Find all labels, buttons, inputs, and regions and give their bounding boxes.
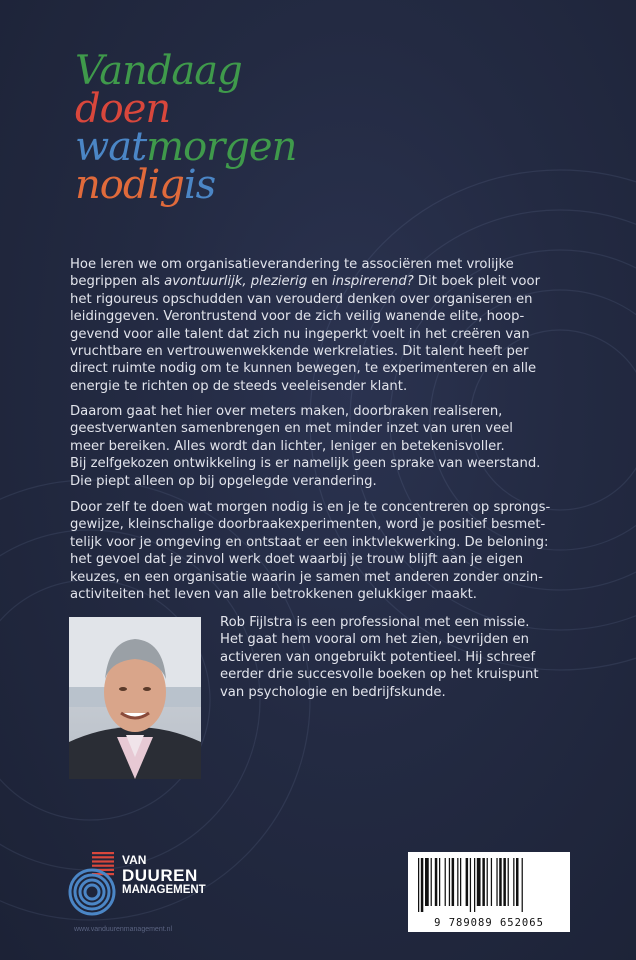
text-line: het gevoel dat je zinvol werk doet waarbij je trouw blijft aan je eigen (70, 552, 524, 568)
barcode-bar (482, 858, 485, 906)
barcode-bar (513, 858, 514, 906)
publisher-logo (68, 848, 238, 918)
text-line: leidinggeven. Verontrustend voor de zich veilig wanende elite, hoop- (70, 309, 525, 325)
logo-ring (85, 885, 99, 899)
text-line: begrippen als avontuurlijk, plezierig en inspirerend? Dit boek pleit voor (70, 274, 540, 290)
bio-line: eerder drie succesvolle boeken op het kruispunt (220, 667, 539, 683)
publisher-logo-icon (68, 848, 124, 918)
barcode-bar (487, 858, 488, 906)
barcode-bar (522, 858, 523, 912)
barcode-bar (421, 858, 424, 912)
text-line: telijk voor je omgeving en ontstaat er een inktvlekwerking. De beloning: (70, 534, 549, 550)
title-word: nodig (75, 162, 184, 208)
barcode-bar (460, 858, 461, 906)
blurb-paragraph-3 (70, 499, 570, 603)
publisher-name-line-3: MANAGEMENT (122, 884, 206, 896)
barcode-bar (477, 858, 481, 906)
publisher-name-line-2: DUUREN (122, 866, 198, 885)
title-word: wat (75, 124, 147, 170)
bio-line: Het gaat hem vooral om het zien, bevrijden en (220, 632, 530, 648)
text-line: vruchtbare en vertrouwenwekkende werkrelaties. Dit talent heeft per (70, 344, 529, 360)
bio-line: Rob Fijlstra is een professional met een missie. (220, 615, 530, 630)
barcode-bar (491, 858, 492, 906)
logo-bar (92, 856, 114, 858)
barcode-bar (499, 858, 502, 906)
publisher-url[interactable]: www.vanduurenmanagement.nl (74, 926, 173, 933)
barcode-bar (457, 858, 458, 906)
barcode-bar (449, 858, 450, 906)
title-word: doen (75, 86, 171, 132)
title-line-4 (75, 162, 296, 208)
bio-line: van psychologie en bedrijfskunde. (220, 684, 446, 700)
title-line-1 (75, 48, 296, 94)
text-line: gevend voor alle talent dat zich nu ingeperkt voelt in het creëren van (70, 326, 530, 342)
author-photo (69, 617, 201, 779)
text-line: geestverwanten samenbrengen en met minder inzet van uren veel (70, 421, 513, 437)
barcode-bar (445, 858, 446, 906)
text-line: het rigoureus opschudden van verouderd denken over organiseren en (70, 291, 533, 307)
barcode-bar (474, 858, 475, 912)
text-line: Door zelf te doen wat morgen nodig is en je te concentreren op sprongs- (70, 500, 551, 515)
barcode-bars (408, 852, 570, 914)
isbn-number: 9 789089 652065 (434, 917, 544, 929)
barcode-bar (466, 858, 469, 906)
barcode-bar (503, 858, 506, 906)
text-line: energie te richten op de steeds veeleisender klant. (70, 378, 408, 394)
barcode-bar (508, 858, 509, 906)
logo-bar (92, 865, 114, 867)
barcode-bar (470, 858, 471, 912)
text-line: Bij zelfgekozen ontwikkeling is er namelijk geen sprake van weerstand. (70, 456, 541, 472)
title-line-3 (75, 124, 297, 170)
barcode-bar (496, 858, 497, 906)
barcode-bar (425, 858, 429, 906)
author-bio (220, 614, 580, 701)
bio-line: activeren van ongebruikt potentieel. Hij schreef (220, 649, 536, 665)
barcode-bar (516, 858, 519, 906)
barcode-bar (435, 858, 438, 906)
title-word: is (183, 162, 216, 208)
barcode-bar (439, 858, 440, 906)
logo-bar (92, 852, 114, 854)
publisher-name-line-1: VAN (122, 853, 147, 867)
blurb-paragraph-1 (70, 256, 570, 395)
text-line: direct ruimte nodig om te kunnen bewegen, te experimenteren en alle (70, 361, 537, 377)
logo-bar (92, 860, 114, 862)
text-line: gewijze, kleinschalige doorbraakexperimenten, word je positief besmet- (70, 517, 546, 533)
blurb-paragraph-2 (70, 403, 570, 490)
barcode-bar (452, 858, 455, 906)
text-line: Daarom gaat het hier over meters maken, doorbraken realiseren, (70, 404, 503, 419)
isbn-barcode (408, 852, 570, 932)
barcode-bar (431, 858, 432, 906)
book-title (75, 48, 297, 208)
title-word: morgen (146, 124, 297, 170)
text-line: activiteiten het leven van alle betrokkenen gelukkiger maakt. (70, 587, 477, 603)
barcode-bar (418, 858, 419, 912)
text-line: meer bereiken. Alles wordt dan lichter, leniger en betekenisvoller. (70, 438, 505, 454)
logo-ring (70, 870, 114, 914)
text-line: Die piept alleen op bij opgelegde verandering. (70, 473, 377, 489)
title-word: Vandaag (75, 48, 242, 94)
text-line: keuzes, en een organisatie waarin je samen met anderen zonder onzin- (70, 569, 543, 585)
text-line: Hoe leren we om organisatieverandering te associëren met vrolijke (70, 257, 514, 272)
title-line-2 (75, 86, 296, 132)
